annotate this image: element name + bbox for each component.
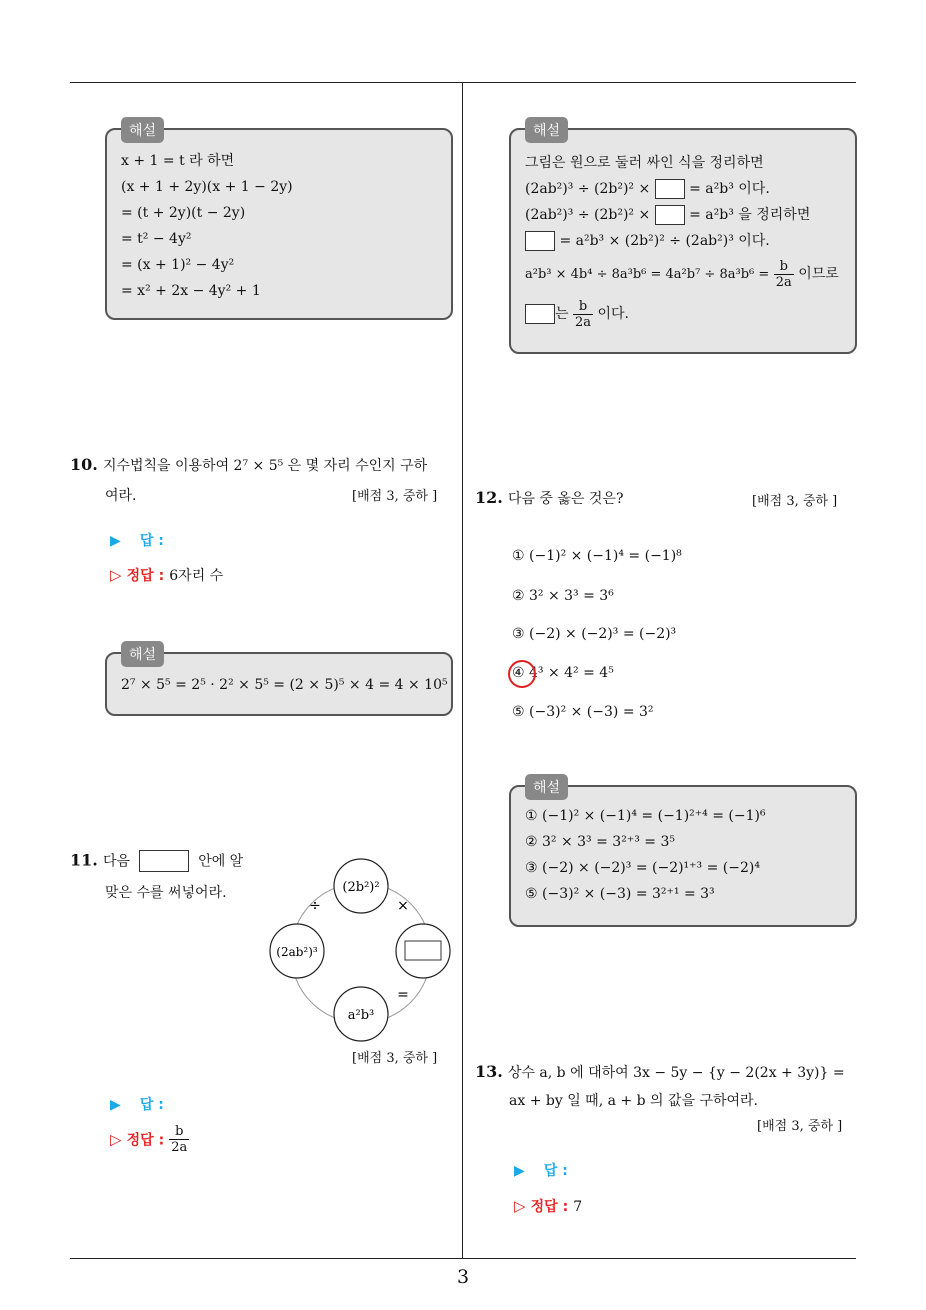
answer-row [110,1094,164,1114]
diagram-top-label: (2b²)² [342,880,380,895]
correct-value: 6자리 수 [169,568,224,584]
solution-text: 는 [555,306,569,322]
answer-circle-mark [508,660,536,688]
page-number: 3 [456,1266,470,1288]
solution-line: ⑤ (−3)² × (−3) = 3²⁺¹ = 3³ [525,886,715,902]
question-10 [70,455,460,475]
question-number: 10. [70,455,98,474]
solution-line [525,228,841,254]
solution-box-q11 [509,123,857,354]
question-text: 안에 알 [198,853,244,870]
play-triangle-icon: ▶ [514,1163,525,1179]
diagram-op-equals: = [397,987,409,1003]
question-text: 상수 a, b 에 대하여 3x − 5y − {y − 2(2x + 3y)} = [507,1065,845,1081]
blank-box [525,304,555,324]
solution-line: = (t + 2y)(t − 2y) [121,205,246,221]
solution-line [525,294,841,334]
outline-triangle-icon: ▷ [110,1130,122,1149]
blank-box [655,205,685,225]
score-label: [배점 3, 중하 ] [352,489,438,504]
diagram-op-multiply: × [397,898,409,914]
correct-label: 정답 : [126,568,165,584]
solution-text: a²b³ × 4b⁴ ÷ 8a³b⁶ = 4a²b⁷ ÷ 8a³b⁶ = [525,267,770,282]
correct-answer-row [110,1124,189,1155]
question-text: 다음 중 옳은 것은? [507,491,624,507]
bottom-rule [70,1258,856,1259]
score-label: [배점 3, 중하 ] [752,494,838,509]
outline-triangle-icon: ▷ [110,566,122,584]
solution-tag: 해설 [121,117,164,143]
answer-row [514,1160,568,1180]
question-text-cont: ax + by 일 때, a + b 의 값을 구하여라. [509,1093,759,1109]
solution-line: ② 3² × 3³ = 3²⁺³ = 3⁵ [525,834,675,850]
solution-box-q9 [105,123,453,320]
fraction [573,299,593,330]
solution-text: (2ab²)³ ÷ (2b²)² × [525,207,651,223]
solution-line: ① (−1)² × (−1)⁴ = (−1)²⁺⁴ = (−1)⁶ [525,808,766,824]
question-12 [475,488,623,508]
solution-box-q10 [105,647,453,716]
solution-line: = (x + 1)² − 4y² [121,257,235,273]
fraction-numerator: b [774,259,794,275]
question-number: 13. [475,1062,503,1081]
answer-label: 답 : [543,1163,568,1179]
answer-label: 답 : [139,1097,164,1113]
fraction [774,259,794,290]
solution-line: ③ (−2) × (−2)³ = (−2)¹⁺³ = (−2)⁴ [525,860,760,876]
blank-box [139,850,189,872]
question-text-cont: 여라. [105,488,137,504]
solution-tag: 해설 [525,774,568,800]
option-5: ⑤ (−3)² × (−3) = 3² [512,704,654,720]
diagram-left-label: (2ab²)³ [276,945,318,959]
solution-line: = x² + 2x − 4y² + 1 [121,283,261,299]
fraction-numerator: b [169,1124,189,1140]
question-13 [475,1062,845,1082]
correct-answer-row [110,565,223,585]
question-number: 12. [475,488,503,507]
answer-label: 답 : [139,533,164,549]
correct-label: 정답 : [126,1132,165,1149]
solution-line [525,254,841,294]
column-divider [462,82,463,1258]
solution-line: 그림은 원으로 둘러 싸인 식을 정리하면 [525,155,764,171]
correct-answer-row [514,1196,582,1216]
question-11 [70,850,243,872]
solution-line: = t² − 4y² [121,231,192,247]
correct-label: 정답 : [530,1199,569,1215]
solution-line [525,176,841,202]
solution-tag: 해설 [121,641,164,667]
fraction-numerator: b [573,299,593,315]
question-text: 지수법칙을 이용하여 2⁷ × 5⁵ 은 몇 자리 수인지 구하 [102,458,428,474]
solution-text: 이므로 [798,266,839,282]
score-label: [배점 3, 중하 ] [352,1051,438,1066]
diagram-op-divide: ÷ [309,898,321,914]
fraction-denominator: 2a [171,1140,188,1155]
blank-box [525,231,555,251]
blank-box [655,179,685,199]
top-rule [70,82,856,83]
answer-row [110,530,164,550]
solution-box-q12 [509,780,857,927]
question-text-cont: 맞은 수를 써넣어라. [105,885,227,901]
solution-text: = a²b³ × (2b²)² ÷ (2ab²)³ 이다. [559,233,770,249]
solution-text: 이다. [597,306,629,322]
question-text: 다음 [102,853,130,870]
solution-line [525,202,841,228]
solution-text: (2ab²)³ ÷ (2b²)² × [525,181,651,197]
solution-text: = a²b³ 을 정리하면 [689,207,811,223]
diagram-bottom-label: a²b³ [347,1008,375,1023]
question-number: 11. [70,850,98,870]
solution-line: 2⁷ × 5⁵ = 2⁵ · 2² × 5⁵ = (2 × 5)⁵ × 4 = 4 × 10⁵ [121,677,448,693]
fraction-denominator: 2a [574,314,592,330]
solution-tag: 해설 [525,117,568,143]
correct-value: 7 [573,1199,583,1215]
outline-triangle-icon: ▷ [514,1197,526,1215]
solution-line: x + 1 = t 라 하면 [121,153,235,169]
solution-text: = a²b³ 이다. [689,181,770,197]
option-1: ① (−1)² × (−1)⁴ = (−1)⁸ [512,548,682,564]
play-triangle-icon: ▶ [110,533,121,549]
option-3: ③ (−2) × (−2)³ = (−2)³ [512,626,677,642]
correct-fraction [169,1124,189,1155]
play-triangle-icon: ▶ [110,1097,121,1113]
option-2: ② 3² × 3³ = 3⁶ [512,588,614,604]
score-label: [배점 3, 중하 ] [757,1119,843,1134]
diagram-blank-box [405,941,441,960]
fraction-denominator: 2a [775,274,792,290]
solution-line: (x + 1 + 2y)(x + 1 − 2y) [121,179,293,195]
cycle-diagram [265,855,457,1050]
option-4: ④ 4³ × 4² = 4⁵ [512,665,614,681]
